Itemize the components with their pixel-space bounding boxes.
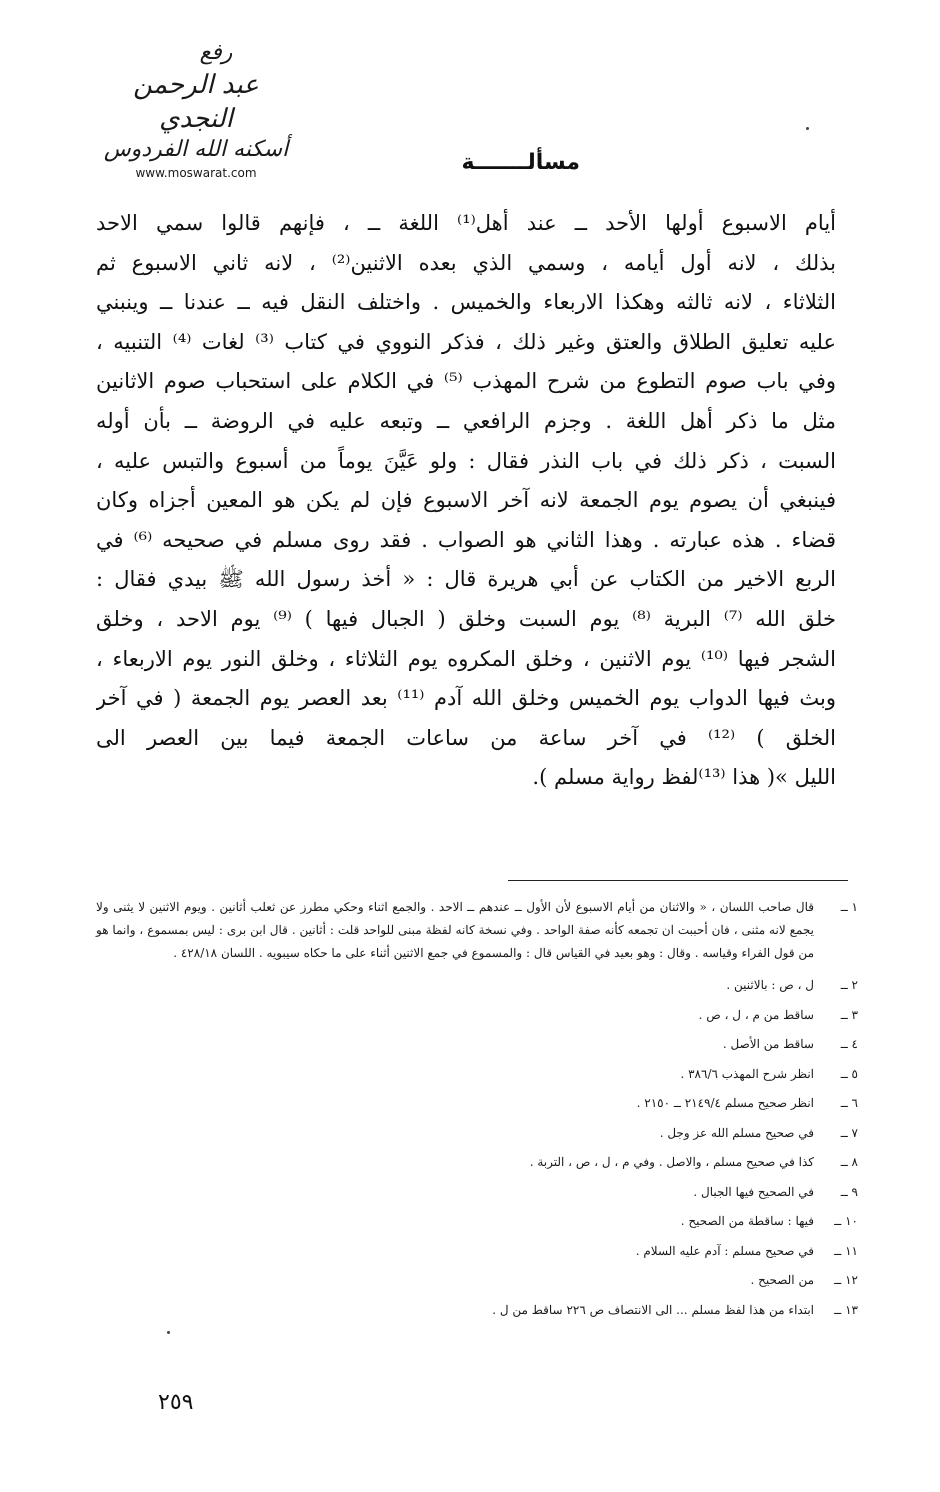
footnote-number: ١٣ ــ xyxy=(834,1302,858,1317)
footnote xyxy=(96,1030,858,1060)
body-line: وبث فيها الدواب يوم الخميس وخلق الله آدم ⁽¹¹⁾ بعد العصر يوم الجمعة ( في آخر xyxy=(96,686,836,711)
body-line: الخلق ) ⁽¹²⁾ في آخر ساعة من ساعات الجمعة فيما بين العصر الى xyxy=(96,725,836,750)
body-line: السبت ، ذكر ذلك في باب النذر فقال : ولو عَيَّنَ يوماً من أسبوع والتبس عليه ، xyxy=(96,448,836,473)
footnote-text: فيها : ساقطة من الصحيح . xyxy=(680,1214,814,1228)
footnote-text: ساقط من م ، ل ، ص . xyxy=(698,1007,814,1022)
footnote xyxy=(96,1296,858,1326)
footnote xyxy=(96,971,858,1001)
footnote-number: ١ ــ xyxy=(840,900,858,914)
body-line: وفي باب صوم التطوع من شرح المهذب ⁽⁵⁾ في الكلام على استحباب صوم الاثانين xyxy=(96,369,836,394)
body-line: عليه تعليق الطلاق والعتق وغير ذلك ، فذكر النووي في كتاب ⁽³⁾ لغات ⁽⁴⁾ التنبيه ، xyxy=(96,329,836,354)
body-text xyxy=(96,204,836,798)
section-heading: مسألـــــــة xyxy=(461,150,580,175)
body-line: الربع الاخير من الكتاب عن أبي هريرة قال : « أخذ رسول الله ﷺ بيدي فقال : xyxy=(96,567,836,592)
footnote-number: ٦ ــ xyxy=(840,1096,858,1110)
body-line: الثلاثاء ، لانه ثالثه وهكذا الاربعاء والخميس . واختلف النقل فيه ــ عندنا ــ وينبني xyxy=(96,290,836,315)
footnote-text: كذا في صحيح مسلم ، والاصل . وفي م ، ل ، ص ، التربة . xyxy=(529,1155,814,1169)
footnote-text: في صحيح مسلم : آدم عليه السلام . xyxy=(635,1243,814,1258)
stamp-line-3: أسكنه الله الفردوس xyxy=(103,137,289,162)
footnote-number: ٩ ــ xyxy=(840,1184,858,1199)
footnote-number: ١١ ــ xyxy=(834,1243,858,1258)
footnote xyxy=(96,1207,858,1237)
footnote-text: قال صاحب اللسان ، « والاثنان من أيام الاسبوع لأن الأول ــ عندهم ــ الاحد . والجمع اثناء وحكي مطرز عن ثعلب أثانين . ويوم الاثنين لا يثنى ولا يجمع لانه مثنى ، فان أحببت ان تجمعه كأنه صفة الواحد . وفي نسخة كانه لفظة مبنى للواحد قلت : أثانين . قال ابن برى : ليس بمسموع ، وانما هو من قول الفراء وقياسه . وقال : وهو بعيد في القياس قال : والمسموع في جمع الاثنين أثناء على ما حكاه سيبويه . اللسان ٤٢٨/١٨ . xyxy=(96,900,814,960)
footnotes xyxy=(96,896,858,1325)
scan-speck xyxy=(806,127,809,130)
footnote xyxy=(96,1119,858,1149)
scan-speck xyxy=(167,1331,170,1334)
stamp-line-1: رفع xyxy=(199,40,233,65)
footnote xyxy=(96,896,858,965)
footnote-number: ٣ ــ xyxy=(840,1007,858,1022)
footnote-text: من الصحيح . xyxy=(750,1273,814,1287)
footnote xyxy=(96,1001,858,1031)
footnote-number: ١٢ ــ xyxy=(834,1273,858,1287)
body-line: قضاء . هذه عبارته . وهذا الثاني هو الصواب . فقد روى مسلم في صحيحه ⁽⁶⁾ في xyxy=(96,527,836,552)
body-line: الشجر فيها ⁽¹⁰⁾ يوم الاثنين ، وخلق المكروه يوم الثلاثاء ، وخلق النور يوم الاربعاء ، xyxy=(96,646,836,671)
footnote-text: في صحيح مسلم الله عز وجل . xyxy=(659,1125,814,1140)
footnote-text: انظر شرح المهذب ٣٨٦/٦ . xyxy=(680,1066,814,1081)
footnote-text: انظر صحيح مسلم ٢١٤٩/٤ ــ ٢١٥٠ . xyxy=(636,1096,814,1110)
footnote-number: ٧ ــ xyxy=(840,1125,858,1140)
body-line: أيام الاسبوع أولها الأحد ــ عند أهل⁽¹⁾ اللغة ــ ، فإنهم قالوا سمي الاحد xyxy=(96,211,836,235)
footnote-number: ١٠ ــ xyxy=(834,1214,858,1228)
stamp-line-2: عبد الرحمن النجدي xyxy=(133,70,259,134)
footnote-separator xyxy=(508,880,848,881)
body-line: فينبغي أن يصوم يوم الجمعة لانه آخر الاسبوع فإن لم يكن هو المعين أجزاه وكان xyxy=(96,488,836,513)
body-line: خلق الله ⁽⁷⁾ البرية ⁽⁸⁾ يوم السبت وخلق ( الجبال فيها ) ⁽⁹⁾ يوم الاحد ، وخلق xyxy=(96,606,836,631)
footnote-text: ابتداء من هذا لفظ مسلم ... الى الانتصاف ص ٢٢٦ ساقط من ل . xyxy=(492,1302,814,1317)
footnote-number: ٥ ــ xyxy=(840,1066,858,1081)
footnote xyxy=(96,1266,858,1296)
watermark-stamp xyxy=(96,38,296,180)
body-line: بذلك ، لانه أول أيامه ، وسمي الذي بعده الاثنين⁽²⁾ ، لانه ثاني الاسبوع ثم xyxy=(96,250,836,275)
footnote-number: ٢ ــ xyxy=(840,978,858,992)
footnote-number: ٤ ــ xyxy=(840,1037,858,1051)
page-number: ٢٥٩ xyxy=(158,1390,194,1415)
footnote-text: ل ، ص : بالاثنين . xyxy=(726,978,814,992)
body-line: مثل ما ذكر أهل اللغة . وجزم الرافعي ــ وتبعه عليه في الروضة ــ بأن أوله xyxy=(96,408,836,433)
footnote xyxy=(96,1089,858,1119)
body-line: الليل »( هذا ⁽¹³⁾لفظ رواية مسلم ). xyxy=(532,765,836,790)
stamp-url: www.moswarat.com xyxy=(135,166,257,180)
footnote xyxy=(96,1178,858,1208)
footnote-number: ٨ ــ xyxy=(840,1155,858,1169)
footnote-text: ساقط من الأصل . xyxy=(722,1037,814,1051)
footnote xyxy=(96,1060,858,1090)
footnote xyxy=(96,1237,858,1267)
footnote xyxy=(96,1148,858,1178)
footnote-text: في الصحيح فيها الجبال . xyxy=(693,1184,814,1199)
